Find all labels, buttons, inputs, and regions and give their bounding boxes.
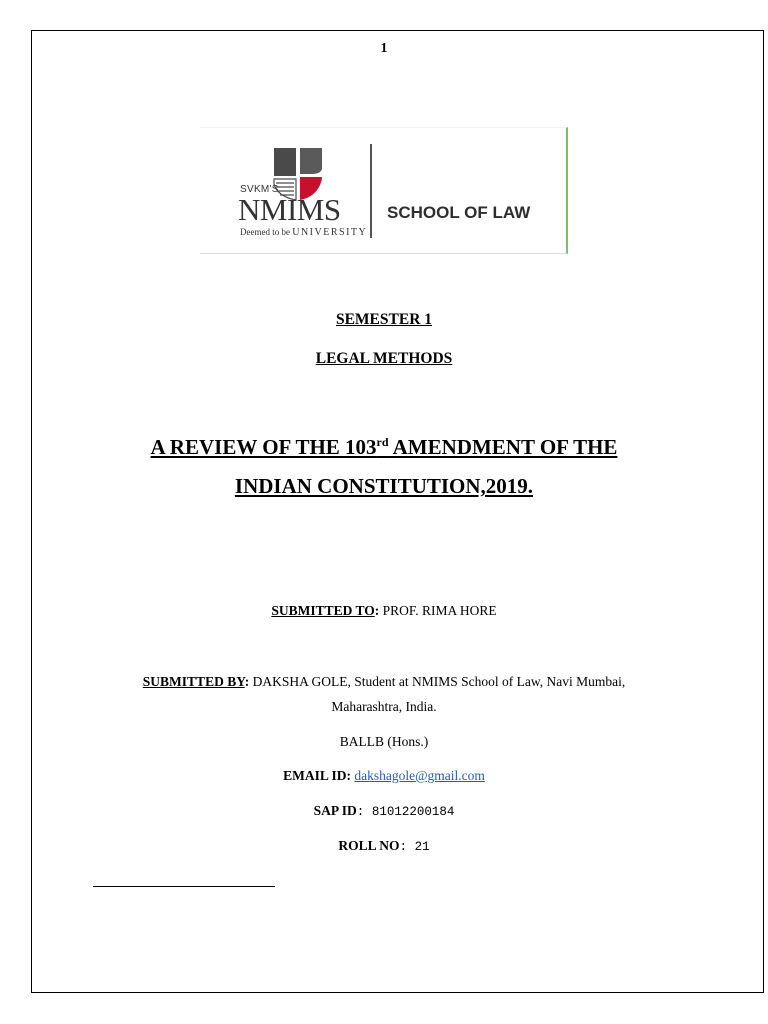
- school-of-law-label: SCHOOL OF LAW: [387, 203, 531, 222]
- page-number: 1: [380, 41, 388, 56]
- sap-id-line: SAP ID: 81012200184: [313, 803, 455, 819]
- email-line: EMAIL ID: dakshagole@gmail.com: [283, 768, 485, 783]
- submitted-by-location: Maharashtra, India.: [331, 699, 437, 714]
- logo-divider: [370, 144, 372, 238]
- course-heading: LEGAL METHODS: [315, 350, 453, 367]
- roll-no-line: ROLL NO: 21: [338, 838, 430, 854]
- submitted-by: SUBMITTED BY: DAKSHA GOLE, Student at NMIMS School of Law, Navi Mumbai,: [142, 674, 626, 689]
- footnote-separator: [93, 886, 275, 887]
- nmims-school-of-law-logo: [200, 127, 568, 254]
- nmims-wordmark: NMIMS: [238, 192, 341, 227]
- submitted-to: SUBMITTED TO: PROF. RIMA HORE: [271, 603, 497, 618]
- svkms-label: SVKM'S: [240, 184, 279, 195]
- email-link[interactable]: dakshagole@gmail.com: [354, 768, 485, 783]
- professor-name: PROF. RIMA HORE: [379, 603, 497, 618]
- title-line-1: A REVIEW OF THE 103rd AMENDMENT OF THE: [150, 435, 618, 459]
- semester-heading: SEMESTER 1: [335, 311, 433, 328]
- title-line-2: INDIAN CONSTITUTION,2019.: [234, 474, 534, 498]
- deemed-university-label: Deemed to be UNIVERSITY: [240, 227, 368, 238]
- degree: BALLB (Hons.): [339, 734, 429, 749]
